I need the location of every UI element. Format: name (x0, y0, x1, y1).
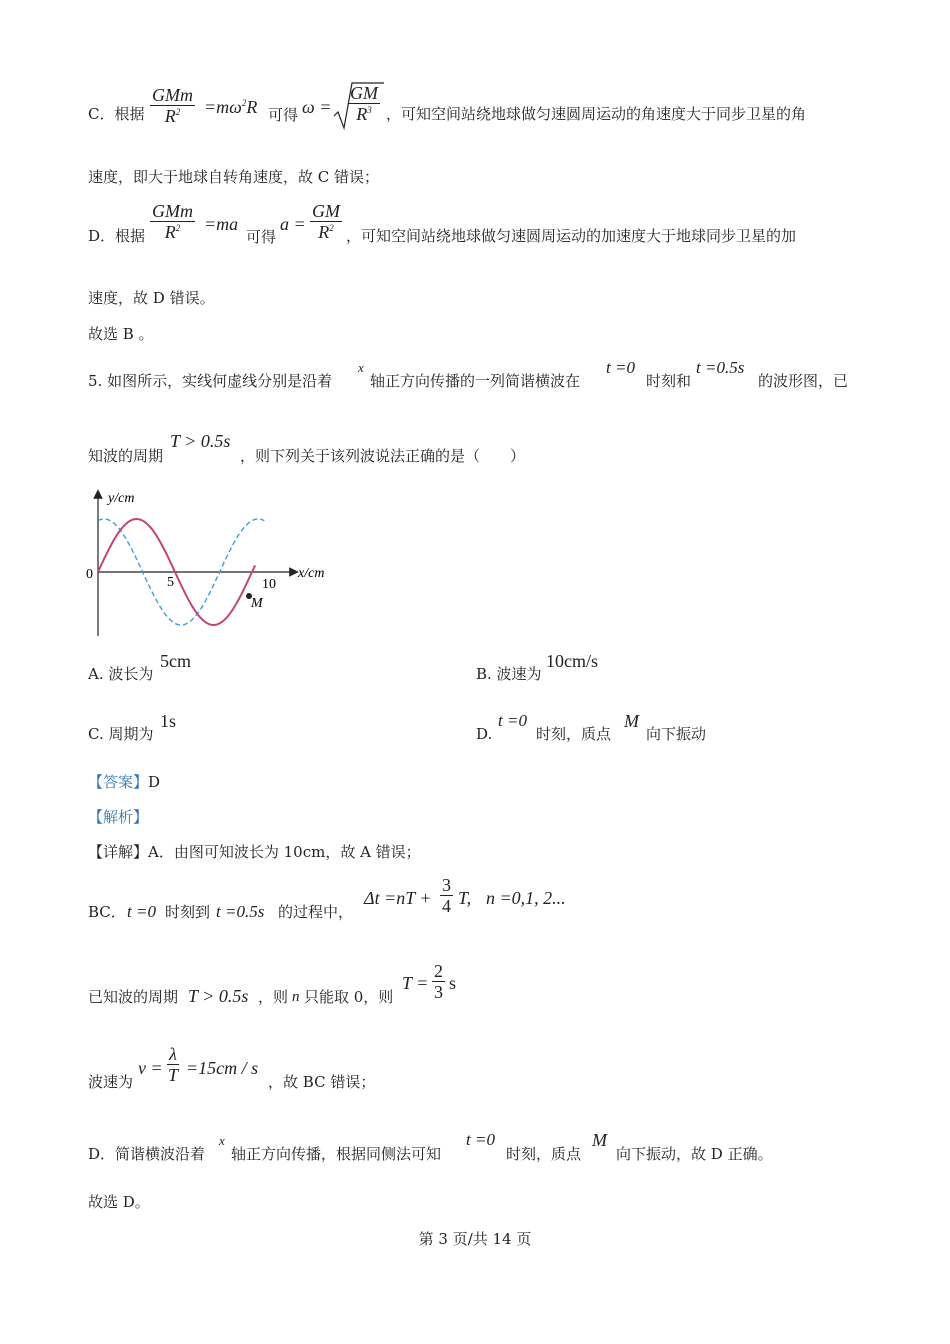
v-numerator: λ (169, 1044, 177, 1064)
d-detail-M: M (592, 1130, 607, 1150)
d-option-text2: 速度，故 D 错误。 (88, 289, 215, 307)
v-denominator: T (168, 1065, 179, 1085)
eq1-rhs: =mω (204, 97, 242, 117)
q5-t05 (696, 359, 744, 377)
dt-rhs: T, (458, 888, 472, 908)
answer-tag: 【答案】 (88, 773, 149, 791)
d-detail-prefix: D．简谐横波沿着 (88, 1145, 206, 1163)
option-b-value: 10cm/s (546, 651, 598, 671)
q5-t0 (606, 359, 635, 376)
c-option-text2: 速度，即大于地球自转角速度，故 C 错误； (88, 168, 380, 186)
q5-lead: 5. 如图所示，实线何虚线分别是沿着 (88, 372, 333, 390)
y-axis-label: y/cm (108, 491, 135, 506)
tick-10-label: 10 (262, 577, 276, 592)
T-numerator: 2 (434, 961, 443, 981)
bc-prefix: BC． (88, 903, 126, 921)
eq1-rhs-end: R (246, 97, 258, 117)
option-d-mid: 时刻，质点 (536, 725, 612, 743)
q5-T-cond (170, 432, 230, 451)
answer-line (88, 775, 160, 790)
d-option-a-frac (310, 202, 342, 241)
T-lhs: T = (402, 973, 429, 993)
detail-line1: 【详解】A．由图可知波长为 10cm，故 A 错误； (88, 843, 421, 861)
d-detail-mid1: 轴正方向传播，根据同侧法可知 (231, 1145, 442, 1163)
c-option-kede: 可得 (268, 106, 299, 124)
v-end: ，故 BC 错误； (268, 1073, 376, 1091)
origin-label: 0 (86, 567, 93, 582)
option-d-end: 向下振动 (646, 725, 707, 743)
eq1-den-base: R (164, 106, 176, 126)
omega-den-exp: 3 (367, 105, 372, 115)
q5-line2-suffix: ，则下列关于该列波说法正确的是（ ） (240, 447, 526, 465)
known-end: 只能取 0，则 (304, 988, 394, 1006)
option-d-t: t =0 (498, 711, 527, 730)
d-eq-den-exp: 2 (175, 223, 181, 233)
bc-mid: 时刻到 (165, 903, 211, 921)
d-option-eq-rhs: =ma (204, 214, 239, 234)
q5-t0-text: t =0 (606, 358, 635, 377)
q5-mid1: 轴正方向传播的一列简谐横波在 (370, 372, 581, 390)
eq1-den-exp: 2 (175, 107, 181, 117)
T-unit: s (449, 973, 457, 993)
d-detail-end: 向下振动，故 D 正确。 (616, 1145, 773, 1163)
known-n: n (292, 989, 300, 1005)
d-option-prefix: D．根据 (88, 227, 146, 245)
dt-denominator: 4 (442, 896, 451, 916)
c-option-eq1 (150, 86, 195, 125)
d-option-kede: 可得 (246, 228, 277, 246)
d-eq-den-base: R (164, 222, 176, 242)
a-den-base: R (318, 222, 330, 242)
c-option-prefix: C．根据 (88, 105, 145, 123)
d-option-a-lhs: a = (280, 214, 306, 234)
T-frac (432, 962, 445, 1001)
d-detail-mid2: 时刻，质点 (506, 1145, 582, 1163)
option-a-label: A. 波长为 (88, 665, 154, 683)
option-d-M: M (624, 711, 639, 731)
choose-d: 故选 D。 (88, 1193, 150, 1211)
answer-value: D (148, 773, 161, 791)
v-frac (166, 1045, 180, 1084)
bc-t0: t =0 (127, 902, 156, 921)
dt-lhs: Δt =nT + (364, 888, 432, 908)
c-option-eq1-rhs (204, 98, 257, 116)
omega-numerator: GM (350, 83, 378, 103)
known-prefix: 已知波的周期 (88, 988, 179, 1006)
c-option-omega-lhs: ω = (302, 97, 332, 117)
v-prefix: 波速为 (88, 1073, 134, 1091)
q5-mid3: 的波形图，已 (758, 372, 849, 390)
option-d-label: D. (476, 725, 493, 743)
q5-x: x (358, 360, 364, 375)
a-numerator: GM (312, 201, 340, 221)
d-option-text1: ，可知空间站绕地球做匀速圆周运动的加速度大于地球同步卫星的加 (346, 227, 797, 245)
q5-line2-prefix: 知波的周期 (88, 447, 164, 465)
bc-end: 的过程中， (278, 903, 354, 921)
c-option-text1: ，可知空间站绕地球做匀速圆周运动的角速度大于同步卫星的角 (386, 105, 807, 123)
a-den-exp: 2 (329, 223, 334, 233)
known-mid: ，则 (258, 988, 289, 1006)
option-c-value: 1s (160, 711, 177, 731)
choose-b: 故选 B 。 (88, 325, 154, 343)
eq1-rhs-exp: 2 (241, 98, 247, 108)
q5-mid2: 时刻和 (646, 372, 692, 390)
d-detail-x: x (219, 1133, 225, 1148)
page-footer: 第 3 页/共 14 页 (418, 1230, 532, 1248)
q5-T-cond-text: T > 0.5s (170, 431, 231, 451)
wave-figure (84, 486, 340, 642)
q5-t05-text: t =0.5s (696, 358, 745, 377)
analysis-tag: 【解析】 (88, 808, 149, 826)
T-denominator: 3 (434, 982, 443, 1002)
tick-5-label: 5 (167, 575, 174, 590)
option-a-value: 5cm (160, 651, 191, 671)
dt-frac (440, 876, 453, 915)
point-m-label: M (251, 596, 263, 611)
d-eq-numerator: GMm (152, 201, 193, 221)
c-option-omega-frac (348, 84, 380, 123)
option-b-label: B. 波速为 (476, 665, 542, 683)
dt-numerator: 3 (442, 875, 451, 895)
d-option-eq (150, 202, 195, 241)
eq1-numerator: GMm (152, 85, 193, 105)
option-c-label: C. 周期为 (88, 725, 154, 743)
v-lhs: v = (138, 1058, 163, 1078)
x-axis-label: x/cm (298, 566, 325, 581)
v-rhs: =15cm / s (186, 1058, 259, 1078)
omega-den-base: R (356, 104, 368, 124)
d-detail-t0: t =0 (466, 1130, 495, 1149)
bc-t05: t =0.5s (216, 902, 265, 921)
known-T: T > 0.5s (188, 986, 249, 1006)
n-values: n =0,1, 2... (486, 888, 566, 908)
